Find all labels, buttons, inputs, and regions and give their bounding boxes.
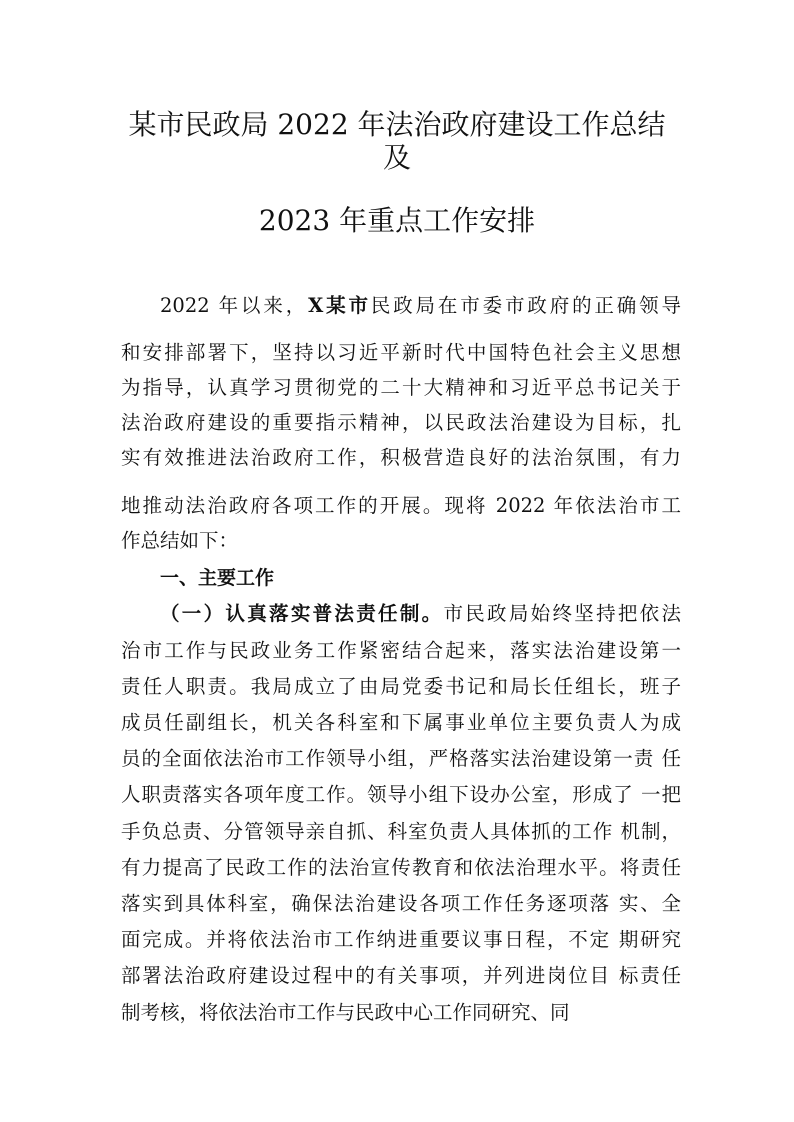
intro-line-4: 法治政府建设的重要指示精神，以民政法治建设为目标，扎 — [121, 411, 681, 434]
intro-line-6: 地推动法治政府各项工作的开展。现将 2022 年依法治市工 — [121, 494, 681, 517]
section-heading-main-work: 一、主要工作 — [160, 567, 275, 589]
paragraph-line: 责任人职责。我局成立了由局党委书记和局长任组长，班子 — [121, 675, 681, 698]
paragraph-line: 有力提高了民政工作的法治宣传教育和依法治理水平。将责任 — [121, 856, 681, 879]
paragraph-line: 面完成。并将依法治市工作纳进重要议事日程，不定 期研究 — [121, 928, 681, 951]
intro-line-7: 作总结如下： — [121, 529, 239, 552]
paragraph-line: 治市工作与民政业务工作紧密结合起来，落实法治建设第一 — [121, 639, 681, 662]
paragraph-line: 落实到具体科室，确保法治建设各项工作任务逐项落 实、全 — [121, 892, 681, 915]
paragraph-line: 部署法治政府建设过程中的有关事项，并列进岗位目 标责任 — [121, 964, 681, 987]
paragraph-line: 制考核，将依法治市工作与民政中心工作同研究、同 — [121, 1001, 570, 1024]
intro-line-3: 为指导，认真学习贯彻党的二十大精神和习近平总书记关于 — [121, 376, 681, 399]
intro-year-text: 2022 年以来， — [160, 294, 309, 317]
city-name: X某市 — [308, 294, 371, 317]
paragraph-line: 人职责落实各项年度工作。领导小组下设办公室，形成了 一把 — [121, 783, 681, 806]
intro-line-1-rest: 民政局在市委市政府的正确领导 — [370, 294, 681, 317]
intro-line-2: 和安排部署下，坚持以习近平新时代中国特色社会主义思想 — [121, 341, 681, 364]
sub-section-1-title: （一）认真落实普法责任制。 — [160, 602, 444, 625]
paragraph-line: 成员任副组长，机关各科室和下属事业单位主要负责人为成 — [121, 711, 681, 734]
paragraph-line: 员的全面依法治市工作领导小组，严格落实法治建设第一责 任 — [121, 747, 681, 770]
document-title-line-1: 某市民政局 2022 年法治政府建设工作总结 — [128, 108, 666, 141]
sub-section-1-line-1-rest: 市民政局始终坚持把依法 — [443, 602, 681, 625]
sub-section-1-line-1 — [160, 601, 681, 627]
document-title-line-2: 及 — [382, 141, 411, 174]
intro-line-5: 实有效推进法治政府工作，积极营造良好的法治氛围，有力 — [121, 446, 681, 469]
intro-line-1 — [160, 293, 681, 319]
paragraph-line: 手负总责、分管领导亲自抓、科室负责人具体抓的工作 机制， — [121, 820, 681, 843]
document-subtitle: 2023 年重点工作安排 — [258, 204, 536, 237]
